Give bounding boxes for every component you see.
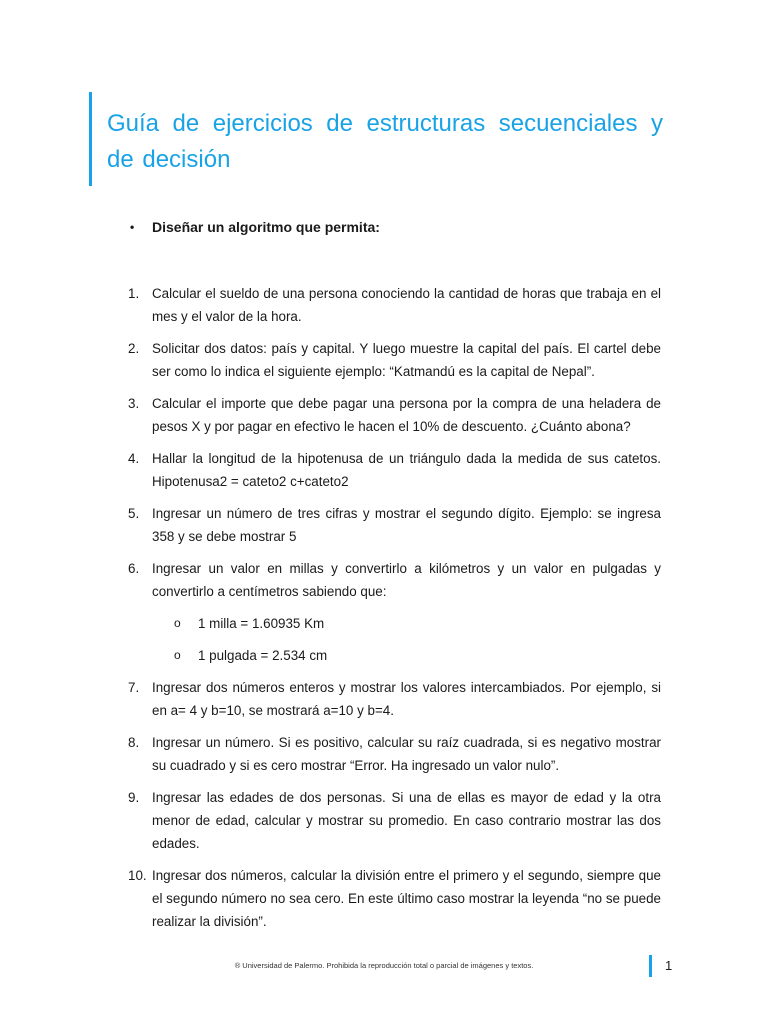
sub-list-item bbox=[174, 612, 661, 635]
item-text: Ingresar un número. Si es positivo, calcular su raíz cuadrada, si es negativo mostrar su cuadrado y si es cero mostrar “Error. Ha ingresado un valor nulo”. bbox=[152, 735, 661, 773]
item-number: 6. bbox=[128, 561, 140, 576]
item-text: Ingresar dos números enteros y mostrar los valores intercambiados. Por ejemplo, si en a= 4 y b=10, se mostrará a=10 y b=4. bbox=[152, 680, 661, 718]
page-number: 1 bbox=[665, 958, 673, 973]
circle-marker: o bbox=[174, 648, 181, 662]
item-number: 8. bbox=[128, 735, 140, 750]
item-text: Calcular el sueldo de una persona conociendo la cantidad de horas que trabaja en el mes y el valor de la hora. bbox=[152, 286, 661, 324]
list-item bbox=[128, 337, 661, 383]
item-text: Hallar la longitud de la hipotenusa de un triángulo dada la medida de sus catetos. Hipotenusa2 = cateto2 c+cateto2 bbox=[152, 451, 661, 489]
item-number: 4. bbox=[128, 451, 140, 466]
list-item bbox=[128, 502, 661, 548]
list-item bbox=[128, 557, 661, 603]
list-item bbox=[128, 282, 661, 328]
sub-item-text: 1 milla = 1.60935 Km bbox=[198, 616, 325, 631]
item-number: 3. bbox=[128, 396, 140, 411]
bullet-marker: • bbox=[130, 220, 135, 234]
list-item bbox=[128, 786, 661, 855]
intro-text: Diseñar un algoritmo que permita: bbox=[152, 219, 380, 235]
list-item bbox=[128, 447, 661, 493]
item-number: 10. bbox=[128, 868, 147, 883]
item-text: Calcular el importe que debe pagar una persona por la compra de una heladera de pesos X y por pagar en efectivo le hacen el 10% de descuento. ¿Cuánto abona? bbox=[152, 396, 661, 434]
item-number: 5. bbox=[128, 506, 140, 521]
item-text: Ingresar dos números, calcular la división entre el primero y el segundo, siempre que el segundo número no sea cero. En este último caso mostrar la leyenda “no se puede realizar la división”. bbox=[152, 868, 661, 929]
list-item bbox=[128, 676, 661, 722]
list-item bbox=[128, 864, 661, 933]
footer-copyright: ® Universidad de Palermo. Prohibida la reproducción total o parcial de imágenes y textos. bbox=[234, 961, 534, 970]
title-accent-bar bbox=[89, 92, 92, 186]
item-text: Ingresar las edades de dos personas. Si una de ellas es mayor de edad y la otra menor de edad, calcular y mostrar su promedio. En caso contrario mostrar las dos edades. bbox=[152, 790, 661, 851]
list-item bbox=[128, 392, 661, 438]
item-number: 2. bbox=[128, 341, 140, 356]
item-text: Solicitar dos datos: país y capital. Y luego muestre la capital del país. El cartel debe ser como lo indica el siguiente ejemplo: “Katmandú es la capital de Nepal”. bbox=[152, 341, 661, 379]
sub-item-text: 1 pulgada = 2.534 cm bbox=[198, 648, 328, 663]
item-text: Ingresar un valor en millas y convertirlo a kilómetros y un valor en pulgadas y convertirlo a centímetros sabiendo que: bbox=[152, 561, 661, 599]
footer-accent-bar bbox=[649, 955, 652, 977]
page-title: Guía de ejercicios de estructuras secuenciales y de decisión bbox=[107, 110, 663, 173]
sub-list-item bbox=[174, 644, 661, 667]
item-number: 1. bbox=[128, 286, 140, 301]
circle-marker: o bbox=[174, 616, 181, 630]
item-number: 7. bbox=[128, 680, 140, 695]
exercise-list bbox=[128, 282, 661, 942]
item-text: Ingresar un número de tres cifras y mostrar el segundo dígito. Ejemplo: se ingresa 358 y se debe mostrar 5 bbox=[152, 506, 661, 544]
item-number: 9. bbox=[128, 790, 140, 805]
list-item bbox=[128, 731, 661, 777]
intro-bullet bbox=[130, 219, 380, 235]
